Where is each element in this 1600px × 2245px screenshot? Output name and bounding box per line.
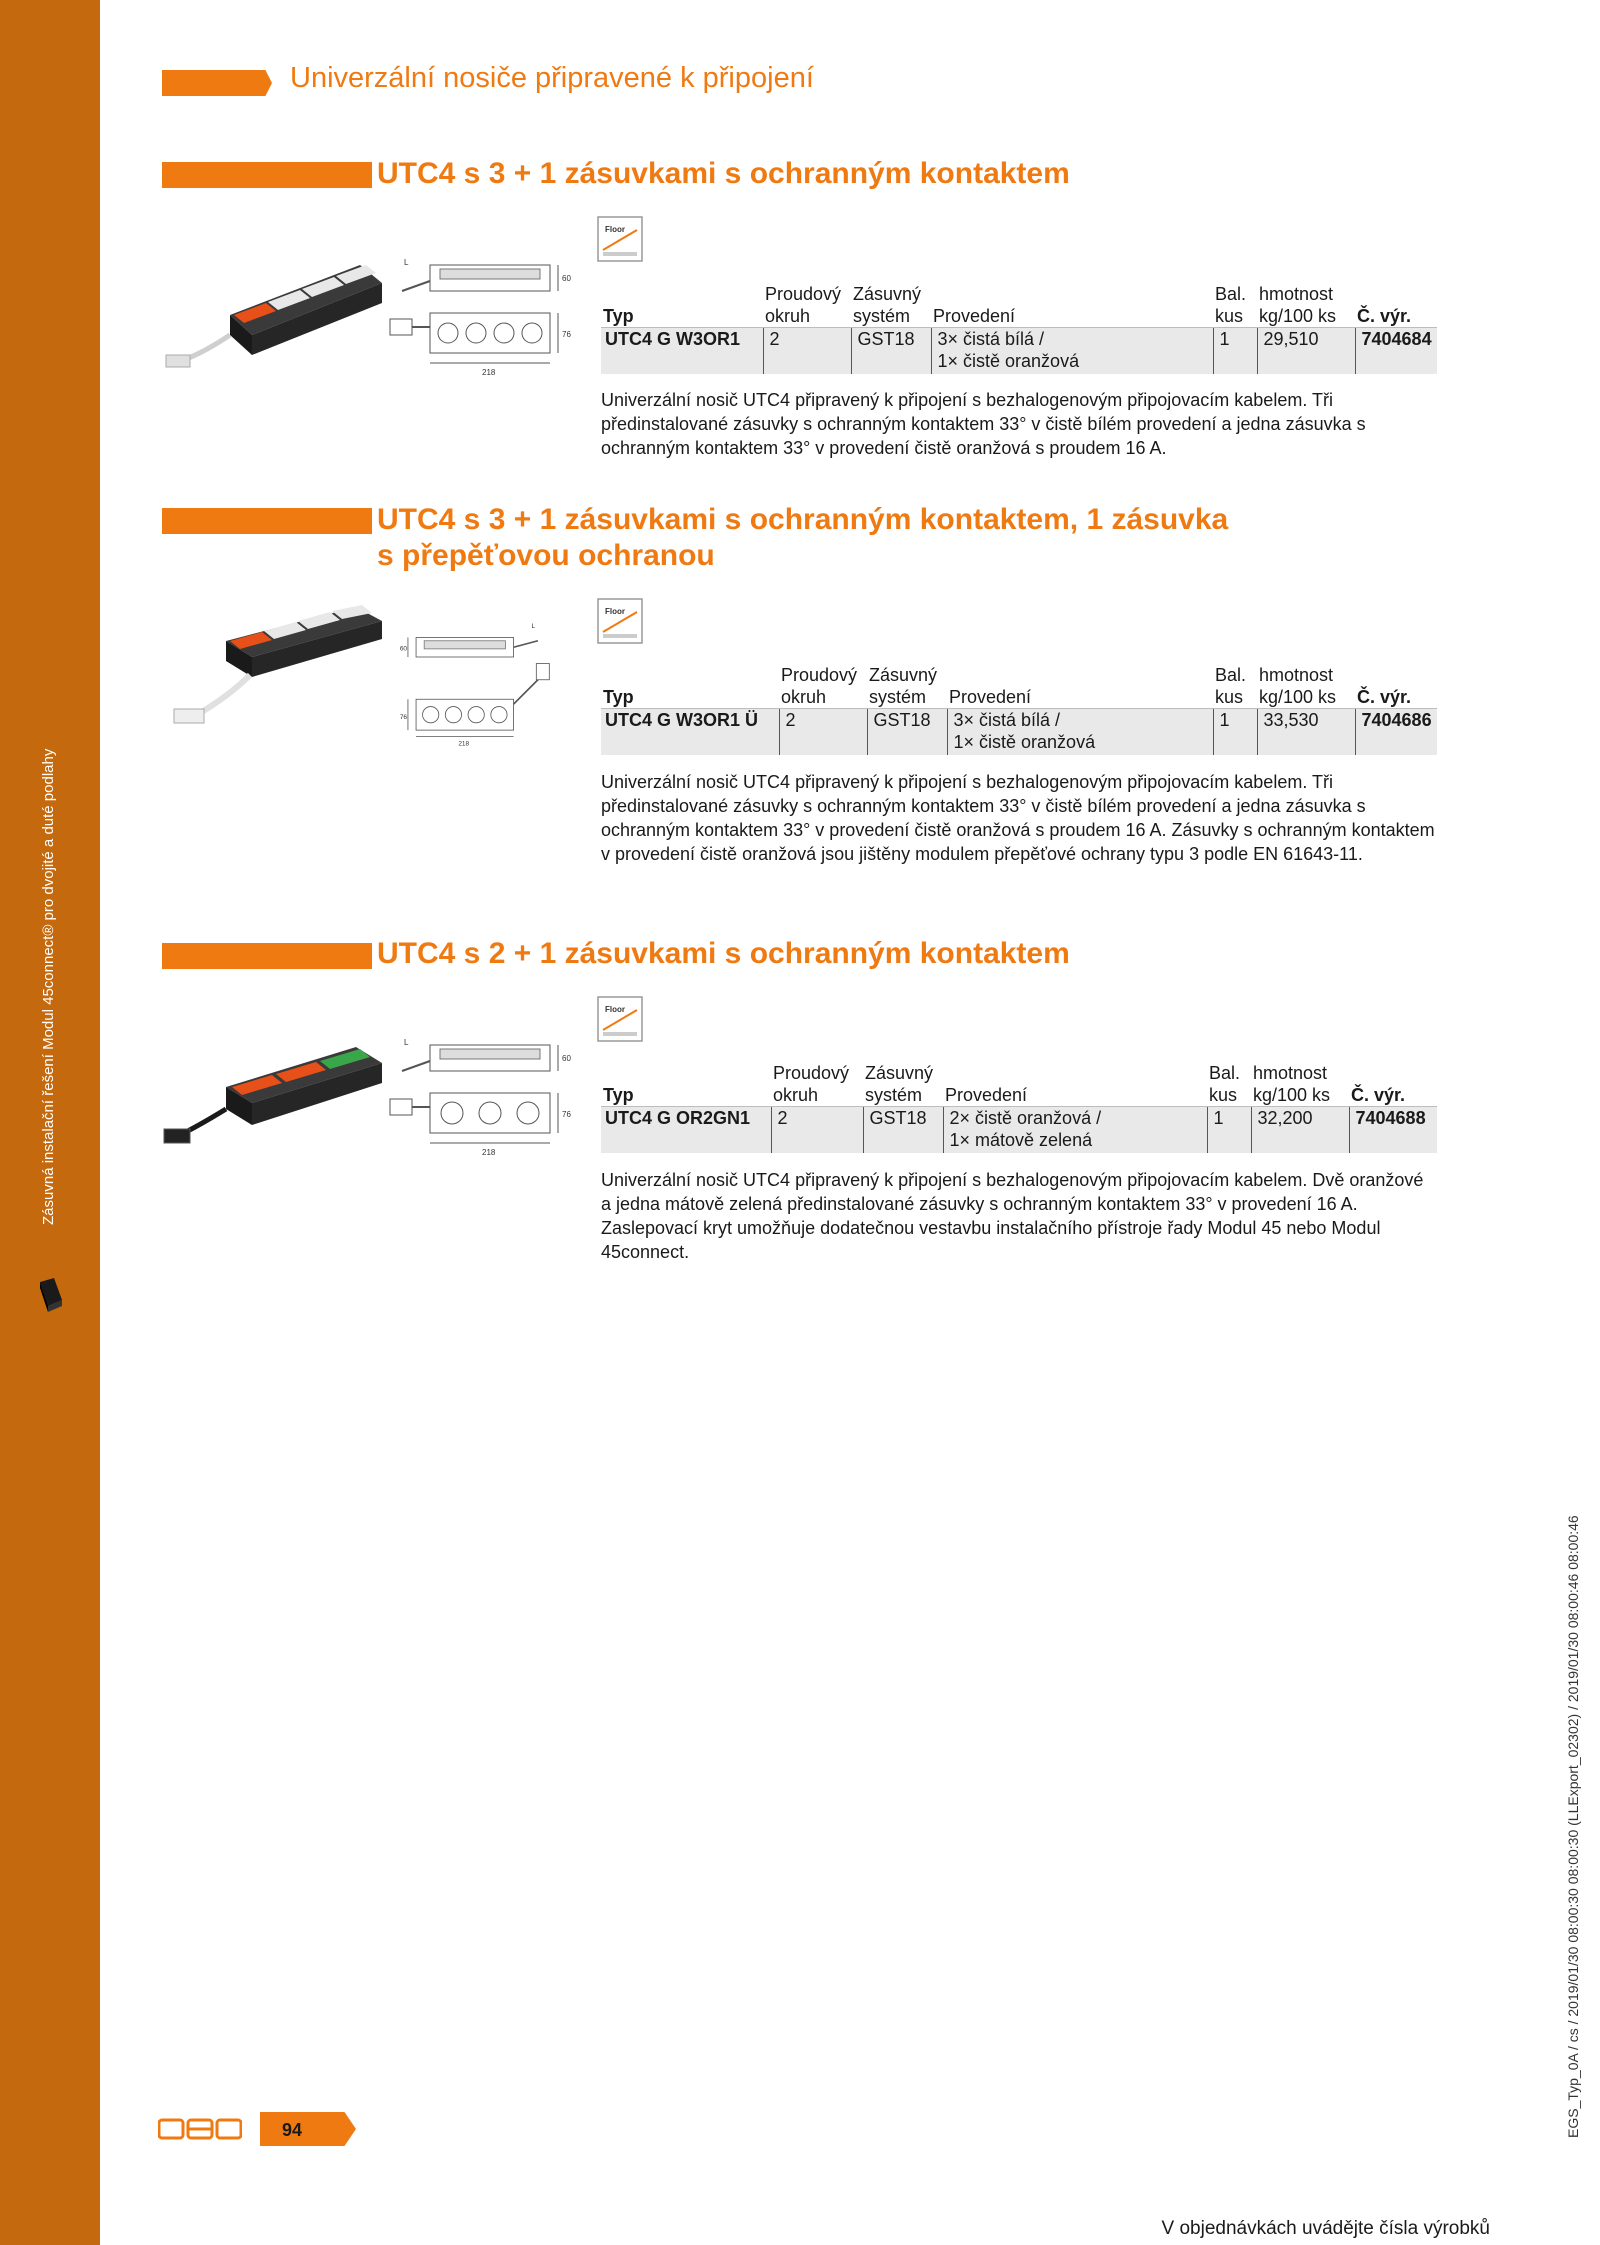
cell-hmotnost: 29,510: [1257, 328, 1355, 375]
header-arrow: [162, 70, 272, 96]
cell-provedeni-line: 1× čistě oranžová: [937, 351, 1080, 371]
header-hm-1: hmotnost: [1259, 665, 1334, 685]
svg-text:76: 76: [399, 713, 408, 721]
cell-hmotnost: 33,530: [1257, 709, 1355, 756]
header-zas-2: systém: [865, 1085, 923, 1105]
header-provedeni: Provedení: [945, 1085, 1028, 1105]
table-row: [601, 709, 1437, 756]
header-cvyr: Č. výr.: [1351, 1085, 1406, 1105]
header-zas-2: systém: [869, 687, 927, 707]
section-title-line: UTC4 s 3 + 1 zásuvkami s ochranným kontaktem, 1 zásuvka: [377, 503, 1229, 536]
product-photo: [160, 255, 400, 395]
svg-text:218: 218: [482, 1148, 496, 1157]
dimension-drawing: [382, 255, 572, 385]
table-row: [601, 1107, 1437, 1154]
section-title: [377, 502, 1228, 574]
cell-cislo: 7404686: [1355, 709, 1437, 756]
header-proud-2: okruh: [765, 306, 811, 326]
header-bal-1: Bal.: [1215, 665, 1247, 685]
footer-note: V objednávkách uvádějte čísla výrobků: [1161, 2218, 1490, 2239]
cell-provedeni: [931, 328, 1213, 375]
sidebar-caption-text: Zásuvná instalační řešení Modul 45connect® pro dvojité a duté podlahy: [40, 748, 57, 1225]
header-hm-1: hmotnost: [1259, 284, 1334, 304]
header-hm-2: kg/100 ks: [1259, 306, 1337, 326]
header-zas-1: Zásuvný: [865, 1063, 934, 1083]
header-hm-1: hmotnost: [1253, 1063, 1328, 1083]
header-bal-2: kus: [1209, 1085, 1238, 1105]
header-zas-1: Zásuvný: [853, 284, 922, 304]
cell-hmotnost: 32,200: [1251, 1107, 1349, 1154]
cell-provedeni-line: 3× čistá bílá /: [953, 710, 1061, 730]
cell-typ: UTC4 G W3OR1 Ü: [601, 709, 779, 756]
header-provedeni: Provedení: [949, 687, 1032, 707]
product-table: [601, 664, 1437, 755]
svg-text:60: 60: [562, 1054, 571, 1063]
header-typ: Typ: [603, 306, 634, 326]
section-marker: [162, 508, 372, 534]
cell-kus: 1: [1213, 709, 1257, 756]
header-proud-2: okruh: [773, 1085, 819, 1105]
header-hm-2: kg/100 ks: [1259, 687, 1337, 707]
floor-box-icon: [34, 1276, 66, 1318]
cell-system: GST18: [863, 1107, 943, 1154]
product-description: Univerzální nosič UTC4 připravený k připojení s bezhalogenovým připojovacím kabelem. Tři předinstalované zásuvky s ochranným kontaktem 33° v čistě bílém provedení a jedna zásuvka s ochranným kontaktem 33° v provedení čistě oranžová s proudem 16 A.: [601, 390, 1366, 458]
product-description: Univerzální nosič UTC4 připravený k připojení s bezhalogenovým připojovacím kabelem. Tři předinstalované zásuvky s ochranným kontaktem 33° v čistě bílém provedení a jedna zásuvka s ochranným kontaktem 33° v provedení čistě oranžová s proudem 16 A. Zásuvky s ochranným kontaktem v provedení čistě oranžová jsou jištěny modulem přepěťové ochrany typu 3 podle EN 61643-11.: [601, 772, 1435, 864]
cell-okruh: 2: [763, 328, 851, 375]
page-title: Univerzální nosiče připravené k připojení: [290, 62, 814, 94]
header-bal-1: Bal.: [1215, 284, 1247, 304]
export-info-text: EGS_Typ_0A / cs / 2019/01/30 08:00:30 08:00:30 (LLExport_02302) / 2019/01/30 08:00:46 08:00:46: [1565, 1515, 1581, 2138]
svg-text:76: 76: [562, 1110, 571, 1119]
cell-system: GST18: [851, 328, 931, 375]
header-typ: Typ: [603, 1085, 634, 1105]
svg-text:L: L: [531, 622, 536, 630]
section-marker: [162, 943, 372, 969]
section-marker: [162, 162, 372, 188]
cell-cislo: 7404688: [1349, 1107, 1437, 1154]
header-proud-1: Proudový: [773, 1063, 850, 1083]
header-zas-1: Zásuvný: [869, 665, 938, 685]
svg-text:60: 60: [562, 274, 571, 283]
cell-typ: UTC4 G OR2GN1: [601, 1107, 771, 1154]
cell-okruh: 2: [779, 709, 867, 756]
header-proud-1: Proudový: [765, 284, 842, 304]
header-proud-2: okruh: [781, 687, 827, 707]
product-table: [601, 1062, 1437, 1153]
header-provedeni: Provedení: [933, 306, 1016, 326]
header-bal-2: kus: [1215, 687, 1244, 707]
header-bal-1: Bal.: [1209, 1063, 1241, 1083]
product-photo: [160, 1035, 400, 1175]
cell-provedeni-line: 2× čistě oranžová /: [949, 1108, 1102, 1128]
floor-badge-icon: [597, 598, 643, 644]
svg-text:218: 218: [458, 740, 470, 748]
obo-logo: [158, 2118, 242, 2140]
header-cvyr: Č. výr.: [1357, 687, 1412, 707]
cell-kus: 1: [1207, 1107, 1251, 1154]
cell-provedeni: [943, 1107, 1207, 1154]
floor-badge-icon: [597, 996, 643, 1042]
section-title: UTC4 s 2 + 1 zásuvkami s ochranným kontaktem: [377, 937, 1070, 970]
header-typ: Typ: [603, 687, 634, 707]
cell-okruh: 2: [771, 1107, 863, 1154]
header-bal-2: kus: [1215, 306, 1244, 326]
page-number-badge: [260, 2112, 356, 2146]
header-cvyr: Č. výr.: [1357, 306, 1412, 326]
page-number: 94: [282, 2120, 303, 2140]
cell-provedeni-line: 1× čistě oranžová: [953, 732, 1096, 752]
svg-text:Floor: Floor: [605, 607, 625, 616]
cell-kus: 1: [1213, 328, 1257, 375]
table-row: [601, 328, 1437, 375]
section-title: UTC4 s 3 + 1 zásuvkami s ochranným kontaktem: [377, 157, 1070, 190]
svg-text:76: 76: [562, 330, 571, 339]
header-zas-2: systém: [853, 306, 911, 326]
svg-text:L: L: [404, 258, 409, 267]
cell-provedeni-line: 1× mátově zelená: [949, 1130, 1093, 1150]
cell-cislo: 7404684: [1355, 328, 1437, 375]
dimension-drawing: [382, 1035, 572, 1165]
section-title-line: s přepěťovou ochranou: [377, 539, 715, 572]
svg-text:Floor: Floor: [605, 1005, 625, 1014]
dimension-drawing: [382, 618, 572, 748]
floor-badge-icon: [597, 216, 643, 262]
cell-system: GST18: [867, 709, 947, 756]
product-table: [601, 283, 1437, 374]
cell-provedeni: [947, 709, 1213, 756]
cell-typ: UTC4 G W3OR1: [601, 328, 763, 375]
svg-text:218: 218: [482, 368, 496, 377]
cell-provedeni-line: 3× čistá bílá /: [937, 329, 1045, 349]
product-photo: [160, 605, 400, 745]
product-description: Univerzální nosič UTC4 připravený k připojení s bezhalogenovým připojovacím kabelem. Dvě oranžové a jedna mátově zelená předinstalované zásuvky s ochranným kontaktem 33° v provedení 16 A. Zaslepovací kryt umožňuje dodatečnou vestavbu instalačního přístroje řady Modul 45 nebo Modul 45connect.: [601, 1170, 1424, 1262]
svg-text:Floor: Floor: [605, 225, 625, 234]
svg-text:60: 60: [399, 645, 408, 653]
svg-text:L: L: [404, 1038, 409, 1047]
header-proud-1: Proudový: [781, 665, 858, 685]
header-hm-2: kg/100 ks: [1253, 1085, 1331, 1105]
